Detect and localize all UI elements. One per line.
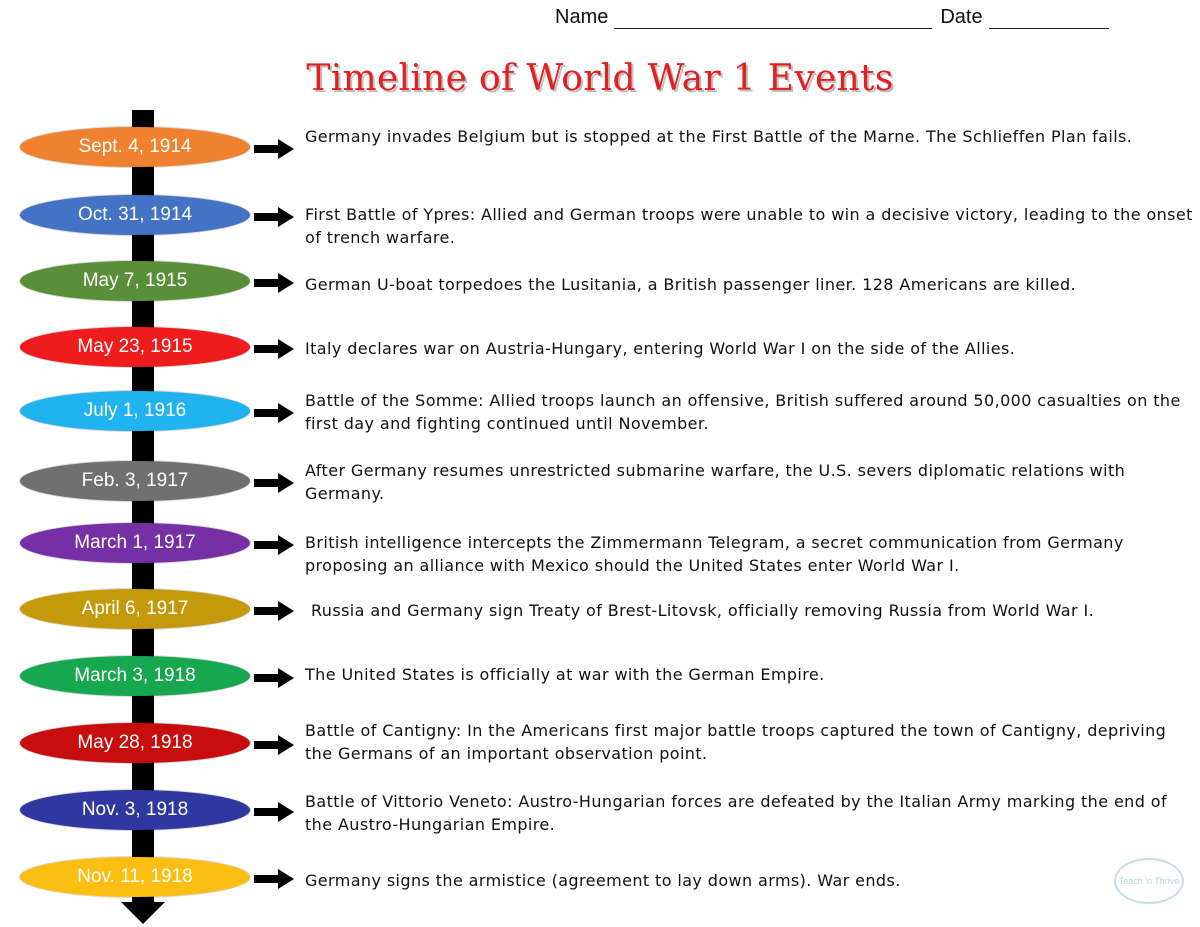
date-pill: Feb. 3, 1917	[20, 461, 250, 501]
arrow-right-icon	[254, 869, 294, 889]
date-pill: March 1, 1917	[20, 523, 250, 563]
date-pill: March 3, 1918	[20, 656, 250, 696]
timeline-arrow-down-icon	[121, 902, 165, 924]
teach-n-thrive-logo	[1114, 858, 1184, 904]
arrow-right-icon	[254, 207, 294, 227]
arrow-right-icon	[254, 403, 294, 423]
arrow-right-icon	[254, 601, 294, 621]
event-description: Italy declares war on Austria-Hungary, entering World War I on the side of the Allies.	[305, 339, 1016, 358]
arrow-right-icon	[254, 139, 294, 159]
date-pill: July 1, 1916	[20, 391, 250, 431]
arrow-right-icon	[254, 735, 294, 755]
date-pill: Sept. 4, 1914	[20, 127, 250, 167]
event-description: Battle of the Somme: Allied troops launch an offensive, British suffered around 50,000 casualties on the first day and fighting continued until November.	[305, 391, 1181, 433]
arrow-right-icon	[254, 535, 294, 555]
date-pill: May 7, 1915	[20, 261, 250, 301]
date-pill: Oct. 31, 1914	[20, 195, 250, 235]
date-blank[interactable]	[989, 6, 1109, 29]
date-pill: Nov. 11, 1918	[20, 857, 250, 897]
date-pill: May 28, 1918	[20, 723, 250, 763]
logo-text: Teach 'n Thrive	[1118, 876, 1180, 886]
name-date-line	[555, 6, 1109, 29]
arrow-right-icon	[254, 339, 294, 359]
event-description: Germany invades Belgium but is stopped at the First Battle of the Marne. The Schlieffen Plan fails.	[305, 127, 1133, 146]
event-description: First Battle of Ypres: Allied and German troops were unable to win a decisive victory, leading to the onset of trench warfare.	[305, 205, 1193, 247]
arrow-right-icon	[254, 668, 294, 688]
event-description: The United States is officially at war with the German Empire.	[305, 665, 825, 684]
page-title: Timeline of World War 1 Events	[306, 58, 894, 99]
date-pill: Nov. 3, 1918	[20, 790, 250, 830]
event-description: Russia and Germany sign Treaty of Brest-Litovsk, officially removing Russia from World War I.	[311, 601, 1095, 620]
date-label: Date	[940, 6, 983, 28]
name-label: Name	[555, 6, 609, 28]
date-pill: May 23, 1915	[20, 327, 250, 367]
arrow-right-icon	[254, 473, 294, 493]
event-description: Germany signs the armistice (agreement to lay down arms). War ends.	[305, 871, 901, 890]
event-description: Battle of Vittorio Veneto: Austro-Hungarian forces are defeated by the Italian Army marking the end of the Austro-Hungarian Empire.	[305, 792, 1167, 834]
date-pill: April 6, 1917	[20, 589, 250, 629]
event-description: Battle of Cantigny: In the Americans first major battle troops captured the town of Cantigny, depriving the Germans of an important observation point.	[305, 721, 1167, 763]
name-blank[interactable]	[614, 6, 932, 29]
arrow-right-icon	[254, 273, 294, 293]
event-description: British intelligence intercepts the Zimmermann Telegram, a secret communication from Germany proposing an alliance with Mexico should the United States enter World War I.	[305, 533, 1124, 575]
arrow-right-icon	[254, 802, 294, 822]
event-description: German U-boat torpedoes the Lusitania, a British passenger liner. 128 Americans are killed.	[305, 275, 1076, 294]
event-description: After Germany resumes unrestricted submarine warfare, the U.S. severs diplomatic relations with Germany.	[305, 461, 1126, 503]
